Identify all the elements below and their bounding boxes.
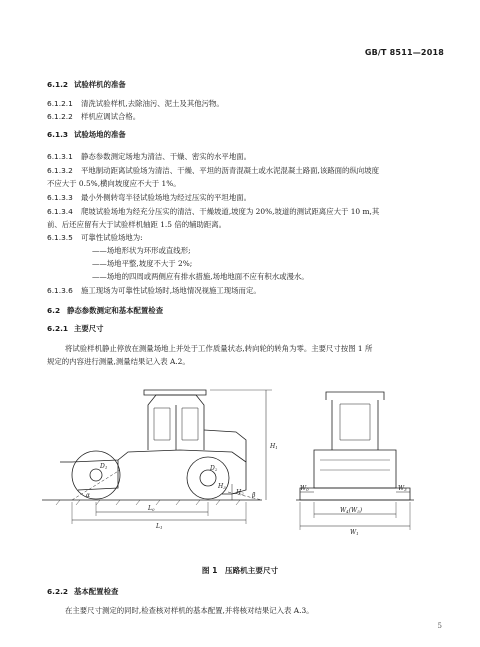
heading-6-1-3: 6.1.3 试验场地的准备 — [47, 130, 126, 139]
clause-6-1-3-4-cont: 前、后还应留有大于试验样机轴距 1.5 倍的辅助距离。 — [47, 220, 227, 229]
label-w4: W4(W5) — [340, 507, 363, 514]
label-w0: W0 — [300, 485, 309, 492]
standard-code: GB/T 8511—2018 — [364, 48, 444, 57]
clause-6-1-3-4: 6.1.3.4 爬坡试验场地为经充分压实的清洁、干燥坡道,坡度为 20%,坡道的测试距离应大于 10 m,其 — [47, 207, 380, 216]
paragraph-6-2-1-line1: 将试验样机静止停放在测量场地上并处于工作质量状态,转向轮的转角为零。主要尺寸按图 1 所 — [65, 344, 373, 353]
paragraph-6-2-1-line2: 规定的内容进行测量,测量结果记入表 A.2。 — [47, 357, 190, 366]
list-item: ——场地平整,坡度不大于 2%; — [92, 259, 193, 268]
heading-6-2-2: 6.2.2 基本配置检查 — [47, 587, 119, 596]
clause-6-1-3-3: 6.1.3.3 最小外侧转弯半径试验场地为经过压实的平坦地面。 — [47, 193, 251, 202]
label-h1: H1 — [270, 443, 278, 450]
label-w1: W1 — [350, 529, 359, 536]
list-item: ——场地形状为环形或直线形; — [92, 246, 191, 255]
clause-6-1-3-5: 6.1.3.5 可靠性试验场地为: — [47, 233, 143, 242]
label-d1: D1 — [100, 463, 108, 470]
front-drum — [72, 451, 120, 499]
rear-wheel-rim — [200, 470, 216, 486]
heading-6-2: 6.2 静态参数测定和基本配置检查 — [47, 306, 164, 315]
label-l1: L1 — [156, 523, 163, 530]
heading-6-2-1: 6.2.1 主要尺寸 — [47, 324, 104, 333]
clause-6-1-3-1: 6.1.3.1 静态参数测定场地为清洁、干燥、密实的水平地面。 — [47, 152, 251, 161]
front-view-cab — [332, 400, 378, 450]
clause-6-1-2-1: 6.1.2.1 清洗试验样机,去除油污、泥土及其他污物。 — [47, 99, 224, 108]
front-view-drum — [300, 488, 410, 500]
label-alpha: α — [86, 492, 91, 499]
front-view-roof — [326, 392, 384, 400]
clause-6-1-2-2: 6.1.2.2 样机应调试合格。 — [47, 112, 141, 121]
clause-6-1-3-2: 6.1.3.2 平地制动距离试验场为清洁、干燥、平坦的沥青混凝土或水泥混凝土路面,该路面的纵向坡度 — [47, 166, 379, 175]
clause-6-1-3-2-cont: 不应大于 0.5%,横向坡度应不大于 1%。 — [47, 179, 181, 188]
label-h2: H2 — [236, 489, 244, 496]
label-h3: H3 — [218, 483, 226, 490]
rear-wheel — [187, 457, 229, 499]
front-view-body — [314, 450, 396, 488]
label-d2: D2 — [210, 465, 218, 472]
list-item: ——场地的四周或两侧应有排水措施,场地地面不应有积水或漫水。 — [92, 272, 309, 281]
heading-6-1-2: 6.1.2 试验样机的准备 — [47, 80, 126, 89]
label-beta: β — [252, 492, 256, 499]
paragraph-6-2-2: 在主要尺寸测定的同时,检查核对样机的基本配置,并将核对结果记入表 A.3。 — [65, 606, 314, 615]
page-number: 5 — [437, 622, 442, 630]
figure-caption: 图 1 压路机主要尺寸 — [201, 566, 279, 575]
label-w3: W3 — [398, 485, 407, 492]
label-l0: L0 — [148, 505, 155, 512]
front-drum-hub — [90, 469, 102, 481]
clause-6-1-3-6: 6.1.3.6 施工现场为可靠性试验场时,场地情况视施工现场而定。 — [47, 286, 261, 295]
cab-roof — [144, 390, 206, 395]
